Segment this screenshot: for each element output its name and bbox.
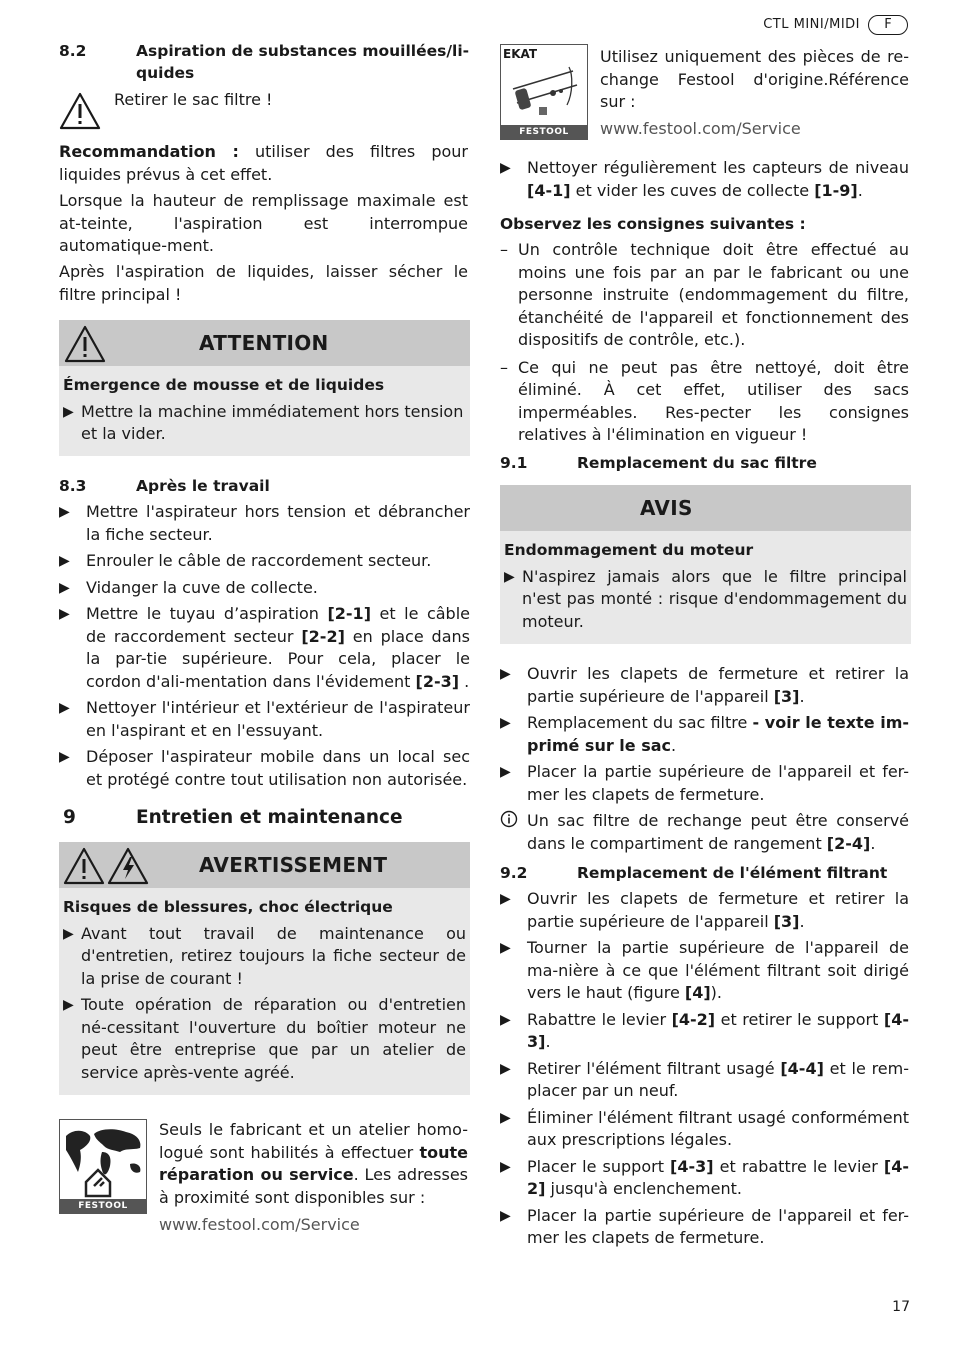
- service-text: [159, 1119, 468, 1209]
- figure-reference: [2-2]: [301, 626, 345, 646]
- text-run: Seuls le fabricant et un atelier homo-logué sont habilités à effectuer: [159, 1120, 468, 1162]
- ekat-label: EKAT: [503, 47, 538, 61]
- text-run: .: [870, 833, 876, 853]
- electric-shock-icon: [107, 847, 149, 885]
- text-run: ).: [710, 983, 722, 1002]
- text-run: Placer le support: [527, 1156, 671, 1176]
- figure-reference: [3]: [773, 911, 800, 931]
- ekat-spare-parts-image: [500, 44, 588, 140]
- text-run: en place dans la par-tie supérieure. Pour cela, placer le cordon d'ali-mentation dans l'évidement: [86, 626, 470, 691]
- list-item: [59, 746, 470, 791]
- section-number: 9.1: [500, 454, 528, 472]
- text-run: Tourner la partie supérieure de l'appareil de ma-nière à ce que l'élément filtrant soit dirigé vers le haut (figure: [527, 938, 909, 1002]
- bold-text: - voir le texte im-primé sur le sac: [527, 713, 909, 755]
- figure-reference: [4-1]: [527, 180, 571, 200]
- recommendation-text: utiliser des filtres pour liquides prévus à cet effet.: [59, 142, 468, 184]
- arrow-bullet-icon: ▶: [504, 568, 515, 585]
- warning-text: Retirer le sac filtre !: [114, 90, 273, 109]
- figure-reference: [4-3]: [670, 1156, 714, 1176]
- notice-title: AVIS: [640, 496, 693, 520]
- text-run: Remplacement du sac filtre: [527, 713, 753, 732]
- warning-title: AVERTISSEMENT: [199, 853, 388, 877]
- text-run: et le rem-placer par un neuf.: [527, 1058, 910, 1100]
- arrow-bullet-icon: ▶: [59, 606, 70, 622]
- list-item: [59, 501, 470, 546]
- notice-subtitle: Endommagement du moteur: [504, 541, 754, 559]
- section-9-2-heading: [500, 862, 911, 884]
- section-number: 8.2: [59, 42, 87, 60]
- list-item: [504, 566, 907, 634]
- paragraph: Lorsque la hauteur de remplissage maximale est at-teinte, l'aspiration est interrompue automatique-ment.: [59, 191, 468, 255]
- arrow-bullet-icon: ▶: [500, 1207, 511, 1224]
- text-run: . Les adresses à proximité sont disponibles sur :: [159, 1165, 468, 1207]
- arrow-bullet-icon: ▶: [500, 1011, 511, 1028]
- text-run: Retirer l'élément filtrant usagé: [527, 1058, 781, 1078]
- info-text: [527, 810, 909, 855]
- arrow-bullet-icon: ▶: [500, 1060, 511, 1077]
- warning-triangle-icon: [59, 92, 101, 130]
- spare-parts-icon: [509, 63, 583, 125]
- attention-box: [59, 320, 470, 456]
- text-run: .: [799, 686, 805, 706]
- text-run: Rabattre le levier: [527, 1009, 672, 1029]
- section-title-line-2: quides: [136, 64, 195, 82]
- figure-reference: [3]: [773, 686, 800, 706]
- dash-bullet: –: [500, 357, 508, 377]
- after-work-list: [59, 501, 470, 791]
- section-8-3-heading: [59, 475, 470, 497]
- section-8-2-heading: [59, 40, 470, 84]
- festool-logo: FESTOOL: [501, 125, 587, 139]
- info-icon: [500, 810, 527, 855]
- list-item: [59, 603, 470, 693]
- text-run: et rabattre le levier: [713, 1156, 884, 1176]
- service-link[interactable]: www.festool.com/Service: [159, 1215, 360, 1234]
- attention-box-body: [59, 366, 470, 454]
- service-world-map-image: [59, 1119, 147, 1214]
- attention-subtitle: Émergence de mousse et de liquides: [63, 376, 385, 394]
- figure-reference: [4-3]: [527, 1009, 909, 1051]
- paragraph: Après l'aspiration de liquides, laisser sécher le filtre principal !: [59, 262, 468, 304]
- arrow-bullet-icon: ▶: [500, 160, 511, 176]
- arrow-bullet-icon: ▶: [500, 666, 511, 682]
- page-number: 17: [892, 1299, 910, 1315]
- list-item-text: Mettre la machine immédiatement hors tension et la vider.: [81, 401, 464, 443]
- list-item-text: Éliminer l'élément filtrant usagé conformément aux prescriptions légales.: [527, 1107, 909, 1149]
- list-item-text: Vidanger la cuve de collecte.: [86, 577, 318, 597]
- notice-box-body: [500, 531, 911, 641]
- arrow-bullet-icon: ▶: [500, 940, 511, 956]
- filter-element-list: [500, 888, 909, 1250]
- warning-box-header: [59, 842, 470, 888]
- text-run: jusqu'à enclenchement.: [545, 1179, 742, 1198]
- bold-text: toute réparation ou service: [159, 1142, 468, 1184]
- attention-title: ATTENTION: [199, 331, 329, 355]
- list-item-text: Placer la partie supérieure de l'appareil et fer-mer les clapets de fermeture.: [527, 762, 909, 804]
- section-9-1-heading: [500, 452, 911, 474]
- list-item: [63, 923, 466, 991]
- text-run: .: [857, 180, 863, 200]
- notice-box: [500, 485, 911, 644]
- arrow-bullet-icon: ▶: [59, 553, 70, 569]
- warning-subtitle: Risques de blessures, choc électrique: [63, 898, 393, 916]
- text-run: .: [545, 1032, 551, 1051]
- text-run: Un sac filtre de rechange peut être conservé dans le compartiment de rangement: [527, 811, 909, 853]
- section-title: Après le travail: [136, 477, 270, 495]
- arrow-bullet-icon: ▶: [59, 749, 70, 765]
- list-item: [500, 1009, 909, 1054]
- list-item-text: [527, 1058, 909, 1103]
- list-item-text: Toute opération de réparation ou d'entretien né-cessitant l'ouverture du boîtier moteur ne peut être entreprise que par un atelier de service après-vente agréé.: [81, 995, 466, 1082]
- list-item-text: [527, 937, 909, 1005]
- list-item: [500, 1156, 909, 1201]
- list-item-text: Placer la partie supérieure de l'appareil et fer-mer les clapets de fermeture.: [527, 1205, 909, 1247]
- warning-box-body: [59, 888, 470, 1092]
- arrow-bullet-icon: ▶: [500, 891, 511, 907]
- section-title: [136, 40, 469, 84]
- arrow-bullet-icon: ▶: [63, 997, 74, 1013]
- notice-box-header: [500, 485, 911, 531]
- section-9-heading: [59, 807, 470, 829]
- warning-triangle-icon: [63, 847, 105, 885]
- section-number: 8.3: [59, 477, 87, 495]
- list-item-text: Un contrôle technique doit être effectué au moins une fois par an par le fabricant ou une personne instruite (endommagement du filtre, étanchéité de l'appareil et fonctionnement des dispositifs de contrôle, etc.).: [518, 240, 909, 349]
- list-item-text: [527, 1009, 909, 1054]
- list-item: [500, 357, 909, 447]
- list-item-text: Ce qui ne peut pas être nettoyé, doit être éliminé. À cet effet, utiliser des sacs imperméables. Res-pecter les consignes relatives à l'élimination en vigueur !: [518, 357, 909, 444]
- figure-reference: [2-4]: [826, 833, 871, 853]
- list-item: [500, 1205, 909, 1250]
- section-number: 9.2: [500, 864, 528, 882]
- list-item-text: [527, 1156, 909, 1201]
- list-item: [63, 994, 466, 1084]
- text-run: et vider les cuves de collecte: [570, 180, 815, 200]
- arrow-bullet-icon: ▶: [500, 1158, 511, 1175]
- arrow-bullet-icon: ▶: [59, 700, 70, 716]
- figure-reference: [4-4]: [780, 1058, 824, 1078]
- text-run: et retirer le support: [715, 1009, 884, 1029]
- list-item-text: [86, 603, 470, 693]
- list-item: [500, 239, 909, 352]
- arrow-bullet-icon: ▶: [500, 715, 511, 731]
- arrow-bullet-icon: ▶: [500, 1109, 511, 1126]
- dash-bullet: –: [500, 240, 508, 259]
- observe-list: [500, 239, 909, 447]
- figure-reference: [2-1]: [327, 604, 371, 623]
- figure-reference: [4-2]: [671, 1009, 716, 1029]
- figure-reference: [4]: [684, 983, 711, 1002]
- text-run: Nettoyer régulièrement les capteurs de niveau: [527, 158, 909, 177]
- list-item: [500, 663, 909, 708]
- filter-bag-list: [500, 663, 909, 855]
- arrow-bullet-icon: ▶: [63, 925, 74, 942]
- text-run: Ouvrir les clapets de fermeture et retirer la partie supérieure de l'appareil: [527, 664, 909, 706]
- model-name: CTL MINI/MIDI: [763, 17, 860, 32]
- list-item: [59, 577, 470, 600]
- list-item-text: Enrouler le câble de raccordement secteur.: [86, 551, 432, 570]
- ekat-text: Utilisez uniquement des pièces de re-change Festool d'origine.Référence sur :: [600, 47, 909, 111]
- text-run: et le câble de raccordement secteur: [86, 604, 470, 646]
- warning-triangle-icon: [64, 325, 106, 363]
- page-header: [763, 14, 908, 37]
- section-title: Entretien et maintenance: [136, 807, 403, 828]
- list-item-text: [527, 712, 909, 757]
- recommendation: [59, 141, 468, 186]
- list-item: [500, 761, 909, 806]
- arrow-bullet-icon: ▶: [500, 764, 511, 780]
- list-item: [500, 712, 909, 757]
- list-item-text: [527, 663, 909, 708]
- list-item-text: Déposer l'aspirateur mobile dans un local sec et protégé contre tout utilisation non autorisée.: [86, 747, 470, 789]
- list-item: [500, 937, 909, 1005]
- list-item: [500, 1058, 909, 1103]
- list-item: [500, 1107, 909, 1152]
- figure-reference: [4-2]: [527, 1156, 910, 1198]
- section-title-line-1: Aspiration de substances mouillées/li-: [136, 42, 470, 60]
- section-title: Remplacement de l'élément filtrant: [577, 864, 888, 882]
- section-number: 9: [63, 807, 76, 828]
- observe-title: Observez les consignes suivantes :: [500, 215, 806, 233]
- list-item-text: [527, 888, 909, 933]
- section-title: Remplacement du sac filtre: [577, 454, 817, 472]
- figure-reference: [2-3]: [415, 671, 460, 691]
- arrow-bullet-icon: ▶: [59, 579, 70, 596]
- attention-box-header: [59, 320, 470, 366]
- recommendation-label: Recommandation :: [59, 142, 239, 161]
- figure-reference: [1-9]: [814, 180, 858, 200]
- list-item-text: Avant tout travail de maintenance ou d'entretien, retirez toujours la fiche secteur de la prise de courant !: [81, 923, 466, 988]
- info-item: [500, 810, 909, 855]
- arrow-bullet-icon: ▶: [59, 504, 70, 520]
- list-item-text: Nettoyer l'intérieur et l'extérieur de l'aspirateur en l'aspirant et en l'essuyant.: [86, 698, 470, 740]
- ekat-link[interactable]: www.festool.com/Service: [600, 119, 801, 138]
- arrow-bullet-icon: ▶: [63, 403, 74, 420]
- language-badge: F: [868, 15, 908, 35]
- list-item-text: [527, 157, 909, 202]
- list-item-text: Mettre l'aspirateur hors tension et débrancher la fiche secteur.: [86, 502, 470, 544]
- text-run: .: [671, 735, 677, 755]
- festool-logo: FESTOOL: [60, 1199, 146, 1213]
- warning-box: [59, 842, 470, 1095]
- text-run: .: [459, 671, 470, 691]
- text-run: Mettre le tuyau d’aspiration: [86, 604, 328, 623]
- list-item-text: N'aspirez jamais alors que le filtre principal n'est pas monté : risque d'endommagement du moteur.: [522, 566, 907, 631]
- list-item: [500, 157, 909, 202]
- list-item: [59, 697, 470, 742]
- text-run: Ouvrir les clapets de fermeture et retirer la partie supérieure de l'appareil: [527, 889, 909, 931]
- world-map-icon: [60, 1120, 147, 1200]
- text-run: .: [799, 911, 805, 931]
- list-item: [500, 888, 909, 933]
- list-item: [63, 401, 466, 446]
- list-item: [59, 550, 470, 573]
